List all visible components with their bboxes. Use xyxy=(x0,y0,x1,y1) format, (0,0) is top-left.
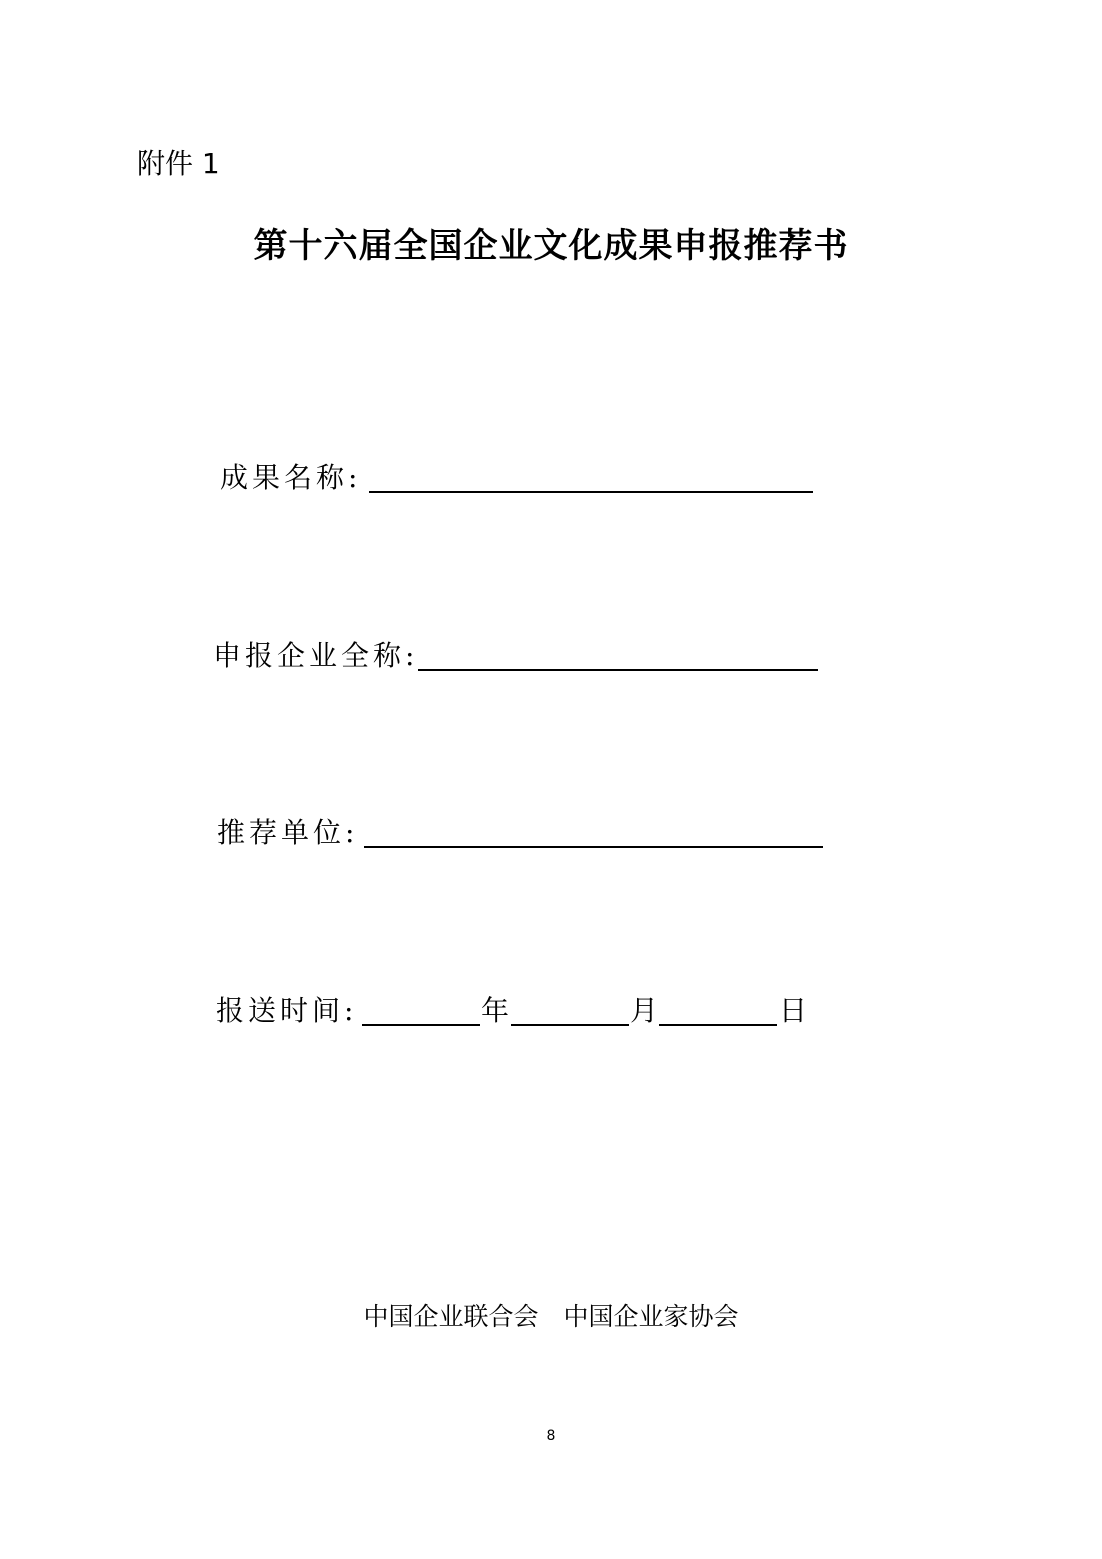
submit-year-field[interactable] xyxy=(362,1024,480,1026)
document-title: 第十六届全国企业文化成果申报推荐书 xyxy=(253,226,849,266)
company-name-field[interactable] xyxy=(418,669,818,671)
submit-month-field[interactable] xyxy=(511,1024,629,1026)
issuing-organizations: 中国企业联合会 中国企业家协会 xyxy=(363,1302,739,1331)
recommender-field[interactable] xyxy=(364,846,823,848)
achievement-name-label: 成果名称: xyxy=(220,461,362,494)
page-number: 8 xyxy=(546,1428,556,1444)
recommender-label: 推荐单位: xyxy=(217,816,359,849)
submit-day-field[interactable] xyxy=(659,1024,777,1026)
achievement-name-field[interactable] xyxy=(369,491,813,493)
year-unit: 年 xyxy=(481,994,510,1027)
day-unit: 日 xyxy=(779,994,808,1027)
company-name-label: 申报企业全称: xyxy=(213,639,419,672)
submit-date-label: 报送时间: xyxy=(216,994,358,1027)
month-unit: 月 xyxy=(630,994,659,1027)
attachment-label: 附件 1 xyxy=(137,147,220,180)
